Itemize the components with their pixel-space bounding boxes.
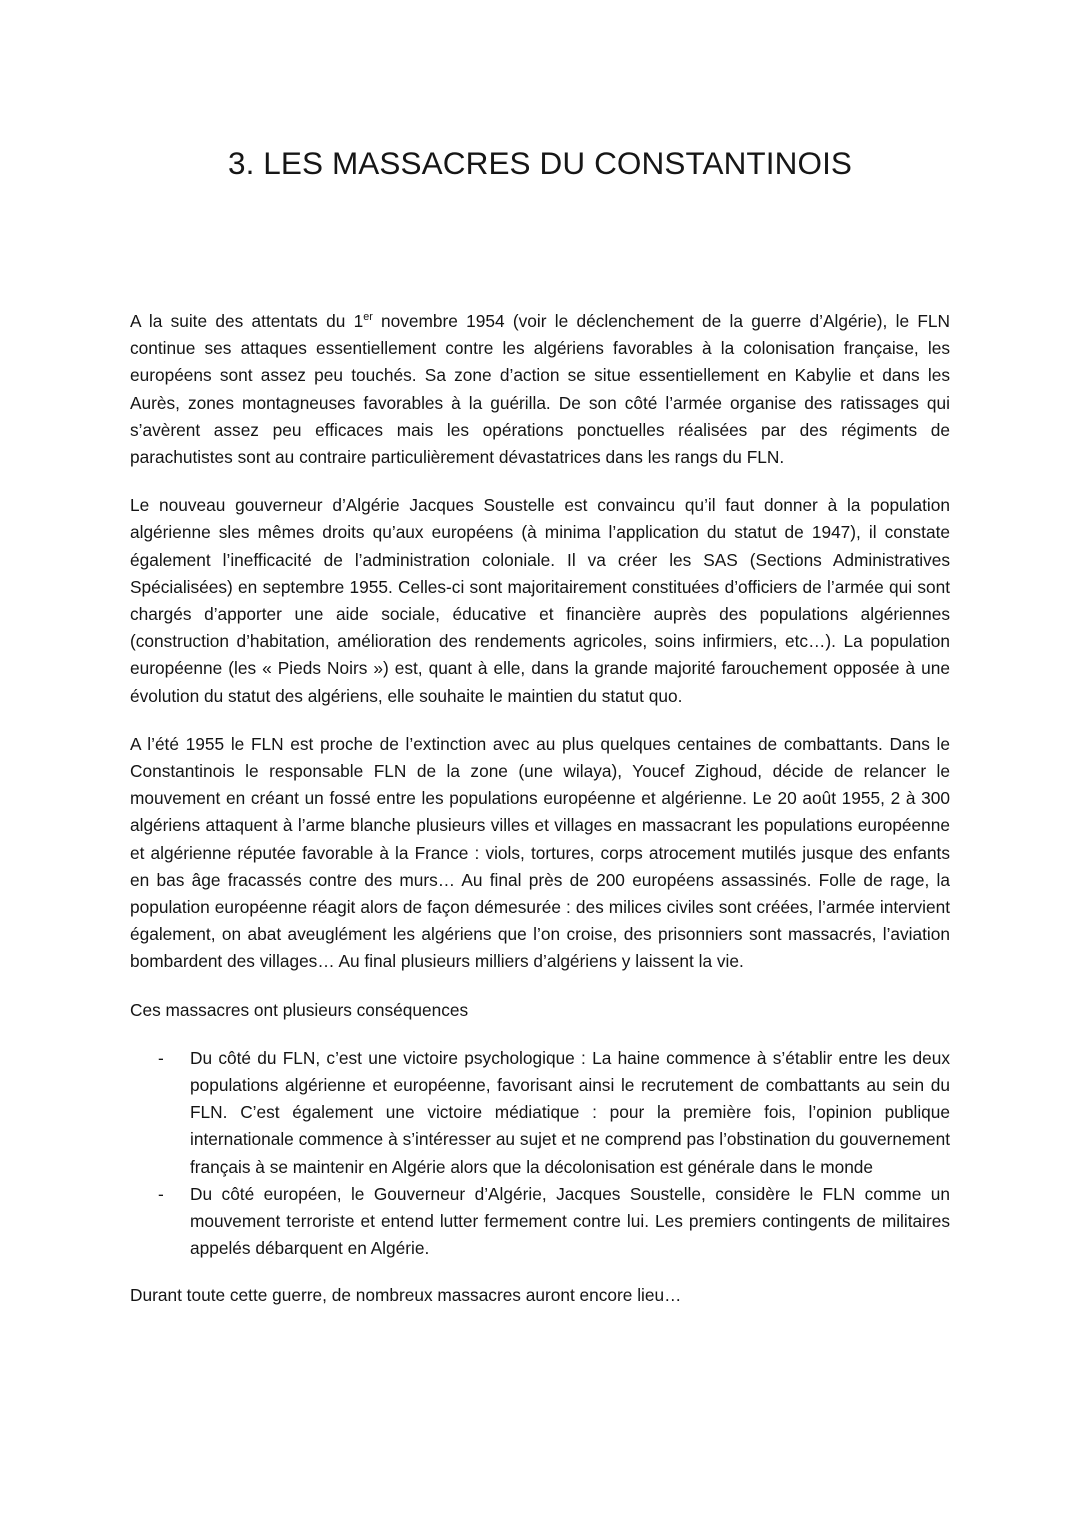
list-item [130, 1045, 950, 1181]
document-body [130, 308, 950, 1309]
dash-bullet-icon: - [158, 1047, 164, 1068]
paragraph-intro-rest: novembre 1954 (voir le déclenchement de la guerre d’Algérie), le FLN continue ses attaques essentiellement contre les algériens favorables à la colonisation française, les européens sont assez peu touchés. Sa zone d’action se situe essentiellement en Kabylie et dans les Aurès, zones montagneuses favorables à la guérilla. De son côté l’armée organise des ratissages qui s’avèrent assez peu efficaces mais les opérations ponctuelles réalisées par des régiments de parachutistes sont au contraire particulièrement dévastatrices dans les rangs du FLN. [130, 311, 950, 468]
consequences-list [130, 1045, 950, 1263]
ordinal-superscript: er [363, 311, 373, 324]
paragraph-ete-1955: A l’été 1955 le FLN est proche de l’extinction avec au plus quelques centaines de combattants. Dans le Constantinois le responsable FLN de la zone (une wilaya), Youcef Zighoud, décide de relancer le mouvement en créant un fossé entre les populations européenne et algérienne. Le 20 août 1955, 2 à 300 algériens attaquent à l’arme blanche plusieurs villes et villages en massacrant les populations européenne et algérienne réputée favorable à la France : viols, tortures, corps atrocement mutilés jusque des enfants en bas âge fracassés contre des murs… Au final près de 200 européens assassinés. Folle de rage, la population européenne réagit alors de façon démesurée : des milices civiles sont créées, l’armée intervient également, on abat aveuglément les algériens que l’on croise, des prisonniers sont massacrés, l’aviation bombardent des villages… Au final plusieurs milliers d’algériens y laissent la vie. [130, 733, 950, 972]
page-title: 3. LES MASSACRES DU CONSTANTINOIS [227, 145, 853, 182]
paragraph-consequences-intro: Ces massacres ont plusieurs conséquences [130, 999, 469, 1020]
paragraph-closing: Durant toute cette guerre, de nombreux massacres auront encore lieu… [130, 1284, 682, 1305]
dash-bullet-icon: - [158, 1183, 164, 1204]
list-item [130, 1181, 950, 1263]
paragraph-soustelle-sas: Le nouveau gouverneur d’Algérie Jacques Soustelle est convaincu qu’il faut donner à la population algérienne sles mêmes droits qu’aux européens (à minima l’application du statut de 1947), il constate également l’inefficacité de l’administration coloniale. Il va créer les SAS (Sections Administratives Spécialisées) en septembre 1955. Celles-ci sont majoritairement constituées d’officiers de l’armée qui sont chargés d’apporter une aide sociale, éducative et financière auprès des populations algériennes (construction d’habitation, amélioration des rendements agricoles, soins infirmiers, etc…). La population européenne (les « Pieds Noirs ») est, quant à elle, dans la grande majorité farouchement opposée à une évolution du statut des algériens, elle souhaite le maintien du statut quo. [130, 495, 950, 706]
list-item-text: Du côté du FLN, c’est une victoire psychologique : La haine commence à s’établir entre les deux populations algérienne et européenne, favorisant ainsi le recrutement de combattants au sein du FLN. C’est également une victoire médiatique : pour la première fois, l’opinion publique internationale commence à s’intéresser au sujet et ne comprend pas l’obstination du gouvernement français à se maintenir en Algérie alors que la décolonisation est générale dans le monde [190, 1047, 950, 1177]
list-item-text: Du côté européen, le Gouverneur d’Algérie, Jacques Soustelle, considère le FLN comme un mouvement terroriste et entend lutter fermement contre lui. Les premiers contingents de militaires appelés débarquent en Algérie. [190, 1183, 950, 1259]
paragraph-intro-lead: A la suite des attentats du 1 [130, 311, 364, 331]
paragraph-intro [130, 308, 950, 471]
